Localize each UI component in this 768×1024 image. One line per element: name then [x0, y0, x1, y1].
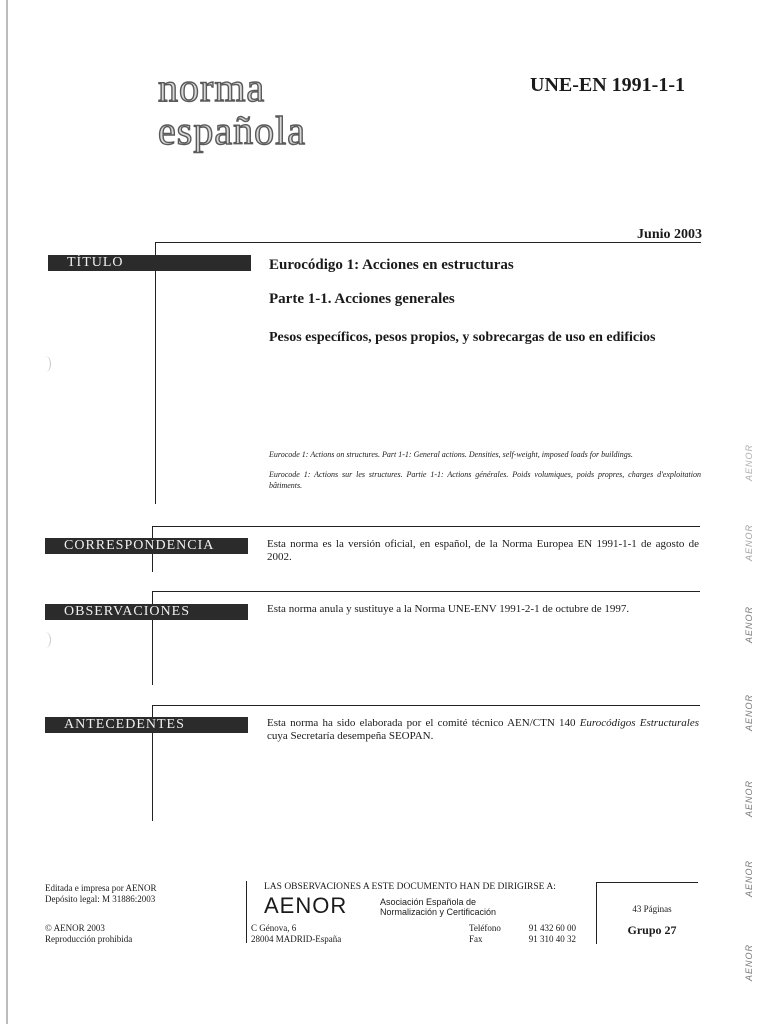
watermark-aenor: AENOR	[744, 443, 754, 481]
footer-address-1: C Génova, 6	[251, 923, 297, 933]
watermark-aenor: AENOR	[744, 523, 754, 561]
title-line-3: Pesos específicos, pesos propios, y sobrecargas de uso en edificios	[269, 330, 656, 345]
aenor-logo: AENOR	[264, 893, 348, 918]
grupo: Grupo 27	[627, 923, 677, 937]
pages-box-top-rule	[596, 882, 698, 883]
publication-date: Junio 2003	[637, 227, 702, 242]
binder-hole-bottom	[40, 632, 51, 648]
titulo-label: TÍTULO	[48, 255, 251, 271]
brand-espanola: española	[158, 108, 306, 153]
page-left-edge	[6, 0, 8, 1024]
correspondencia-label: CORRESPONDENCIA	[45, 538, 248, 554]
footer-fax-label: Fax	[469, 934, 483, 944]
antecedentes-text: Esta norma ha sido elaborada por el comité técnico AEN/CTN 140 Eurocódigos Estructurales cuya Secretaría desempeña SEOPAN.	[267, 717, 700, 742]
binder-hole-top	[40, 356, 51, 372]
footer-observaciones-note: LAS OBSERVACIONES A ESTE DOCUMENTO HAN DE DIRIGIRSE A:	[264, 882, 556, 892]
brand-norma: norma	[158, 65, 266, 110]
correspondencia-top-rule	[152, 526, 700, 527]
title-line-2: Parte 1-1. Acciones generales	[269, 291, 455, 307]
watermark-aenor: AENOR	[744, 605, 754, 643]
antecedentes-label: ANTECEDENTES	[45, 717, 248, 733]
pages-box-left-rule	[596, 882, 597, 944]
observaciones-top-rule	[152, 591, 700, 592]
watermark-aenor: AENOR	[744, 859, 754, 897]
titulo-vertical-rule	[155, 242, 156, 504]
antecedentes-top-rule	[152, 705, 700, 706]
standard-code: UNE-EN 1991-1-1	[530, 74, 685, 96]
footer-telefono: 91 432 60 00	[528, 923, 576, 933]
footer-address-2: 28004 MADRID-España	[251, 934, 342, 944]
observaciones-text: Esta norma anula y sustituye a la Norma UNE-ENV 1991-2-1 de octubre de 1997.	[267, 603, 630, 615]
titulo-top-rule	[155, 242, 701, 243]
watermark-aenor: AENOR	[744, 943, 754, 981]
correspondencia-text: Esta norma es la versión oficial, en español, de la Norma Europea EN 1991-1-1 de agosto de 2002.	[267, 538, 699, 563]
title-french: Eurocode 1: Actions sur les structures. Partie 1-1: Actions générales. Poids volumiques, poids propres, charges d'exploitation bâtiments.	[269, 470, 701, 490]
page-count: 43 Páginas	[632, 904, 672, 914]
footer-copyright: © AENOR 2003	[45, 923, 105, 933]
title-english: Eurocode 1: Actions on structures. Part 1-1: General actions. Densities, self-weight, imposed loads for buildings.	[269, 450, 633, 459]
footer-fax: 91 310 40 32	[528, 934, 576, 944]
title-line-1: Eurocódigo 1: Acciones en estructuras	[269, 257, 514, 273]
watermark-aenor: AENOR	[744, 779, 754, 817]
footer-divider	[246, 881, 247, 943]
footer-deposito: Depósito legal: M 31886:2003	[45, 894, 156, 904]
footer-edited: Editada e impresa por AENOR	[45, 883, 157, 893]
footer-telefono-label: Teléfono	[469, 923, 501, 933]
watermark-aenor: AENOR	[744, 693, 754, 731]
observaciones-label: OBSERVACIONES	[45, 604, 248, 620]
aenor-association: Asociación Española de Normalización y Certificación	[380, 897, 497, 917]
footer-reproduccion: Reproducción prohibida	[45, 934, 133, 944]
